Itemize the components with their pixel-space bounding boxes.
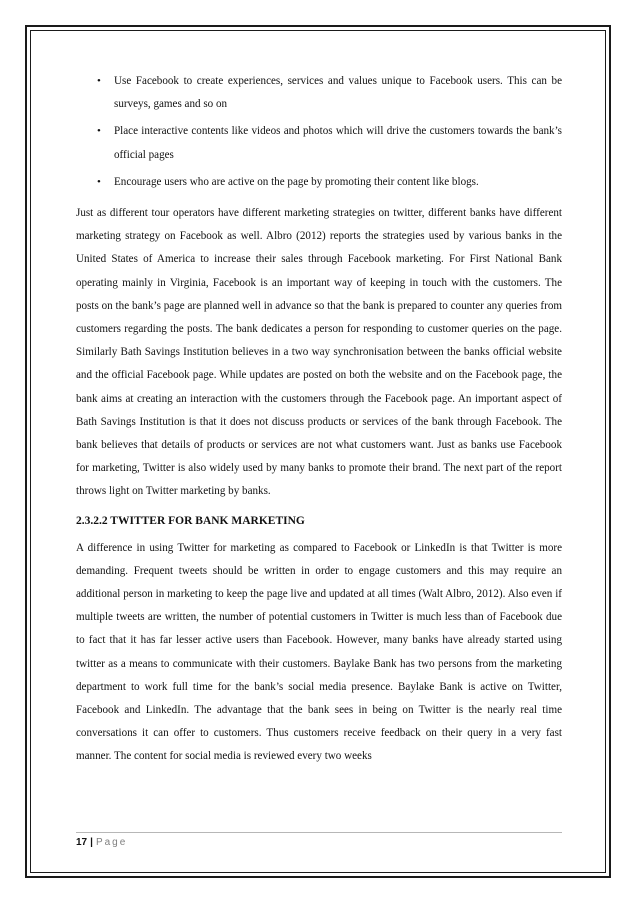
page-number: 17 — [76, 837, 88, 848]
page-footer — [76, 835, 127, 851]
bullet-icon: • — [97, 125, 101, 138]
bullet-text: Encourage users who are active on the page by promoting their content like blogs. — [114, 175, 479, 188]
bullet-icon: • — [97, 175, 101, 188]
bullet-text: Use Facebook to create experiences, services and values unique to Facebook users. This can be surveys, games and so on — [114, 75, 562, 111]
footer-separator: | — [90, 837, 93, 848]
bullet-list — [76, 70, 562, 194]
section-heading: 2.3.2.2 TWITTER FOR BANK MARKETING — [76, 514, 305, 527]
paragraph-twitter-marketing: A difference in using Twitter for marketing as compared to Facebook or LinkedIn is that Twitter is more demanding. Frequent tweets should be written in order to engage customers and this may require an additional person in marketing to keep the page live and updated at all times (Walt Albro, 2012). Also even if multiple tweets are written, the number of potential customers in Twitter is much less than of Facebook due to fact that it has far lesser active users than Facebook. However, many banks have already started using twitter as a means to communicate with their customers. Baylake Bank has two persons from the marketing department to work full time for the bank’s social media presence. Baylake Bank is active on Twitter, Facebook and LinkedIn. The advantage that the bank sees in being on Twitter is the nearly real time conversations it can offer to customers. Thus customers receive feedback on their query in a very fast manner. The content for social media is reviewed every two weeks — [76, 541, 562, 763]
bullet-icon: • — [97, 75, 101, 87]
paragraph-facebook-strategies: Just as different tour operators have different marketing strategies on twitter, different banks have different marketing strategy on Facebook as well. Albro (2012) reports the strategies used by various banks in the United States of America to increase their sales through Facebook marketing. For First National Bank operating mainly in Virginia, Facebook is an important way of keeping in touch with the customers. The posts on the bank’s page are planned well in advance so that the bank is prepared to counter any queries from customers regarding the posts. The bank dedicates a person for responding to customer queries on the page. Similarly Bath Savings Institution believes in a two way synchronisation between the banks official website and the official Facebook page. While updates are posted on both the website and on the Facebook page, the bank aims at creating an interaction with the customers through the Facebook page. An important aspect of Bath Savings Institution is that it does not discuss products or services of the bank through Facebook. The bank believes that details of products or services are not what customers want. Just as banks use Facebook for marketing, Twitter is also widely used by many banks to promote their brand. The next part of the report throws light on Twitter marketing by banks. — [76, 207, 562, 498]
page-content — [76, 70, 562, 769]
bullet-text: Place interactive contents like videos and photos which will drive the customers towards the bank’s official pages — [114, 125, 562, 161]
footer-divider — [76, 832, 562, 833]
list-item — [76, 70, 562, 116]
list-item — [76, 120, 562, 166]
page-label: Page — [95, 837, 128, 848]
list-item — [76, 171, 562, 194]
